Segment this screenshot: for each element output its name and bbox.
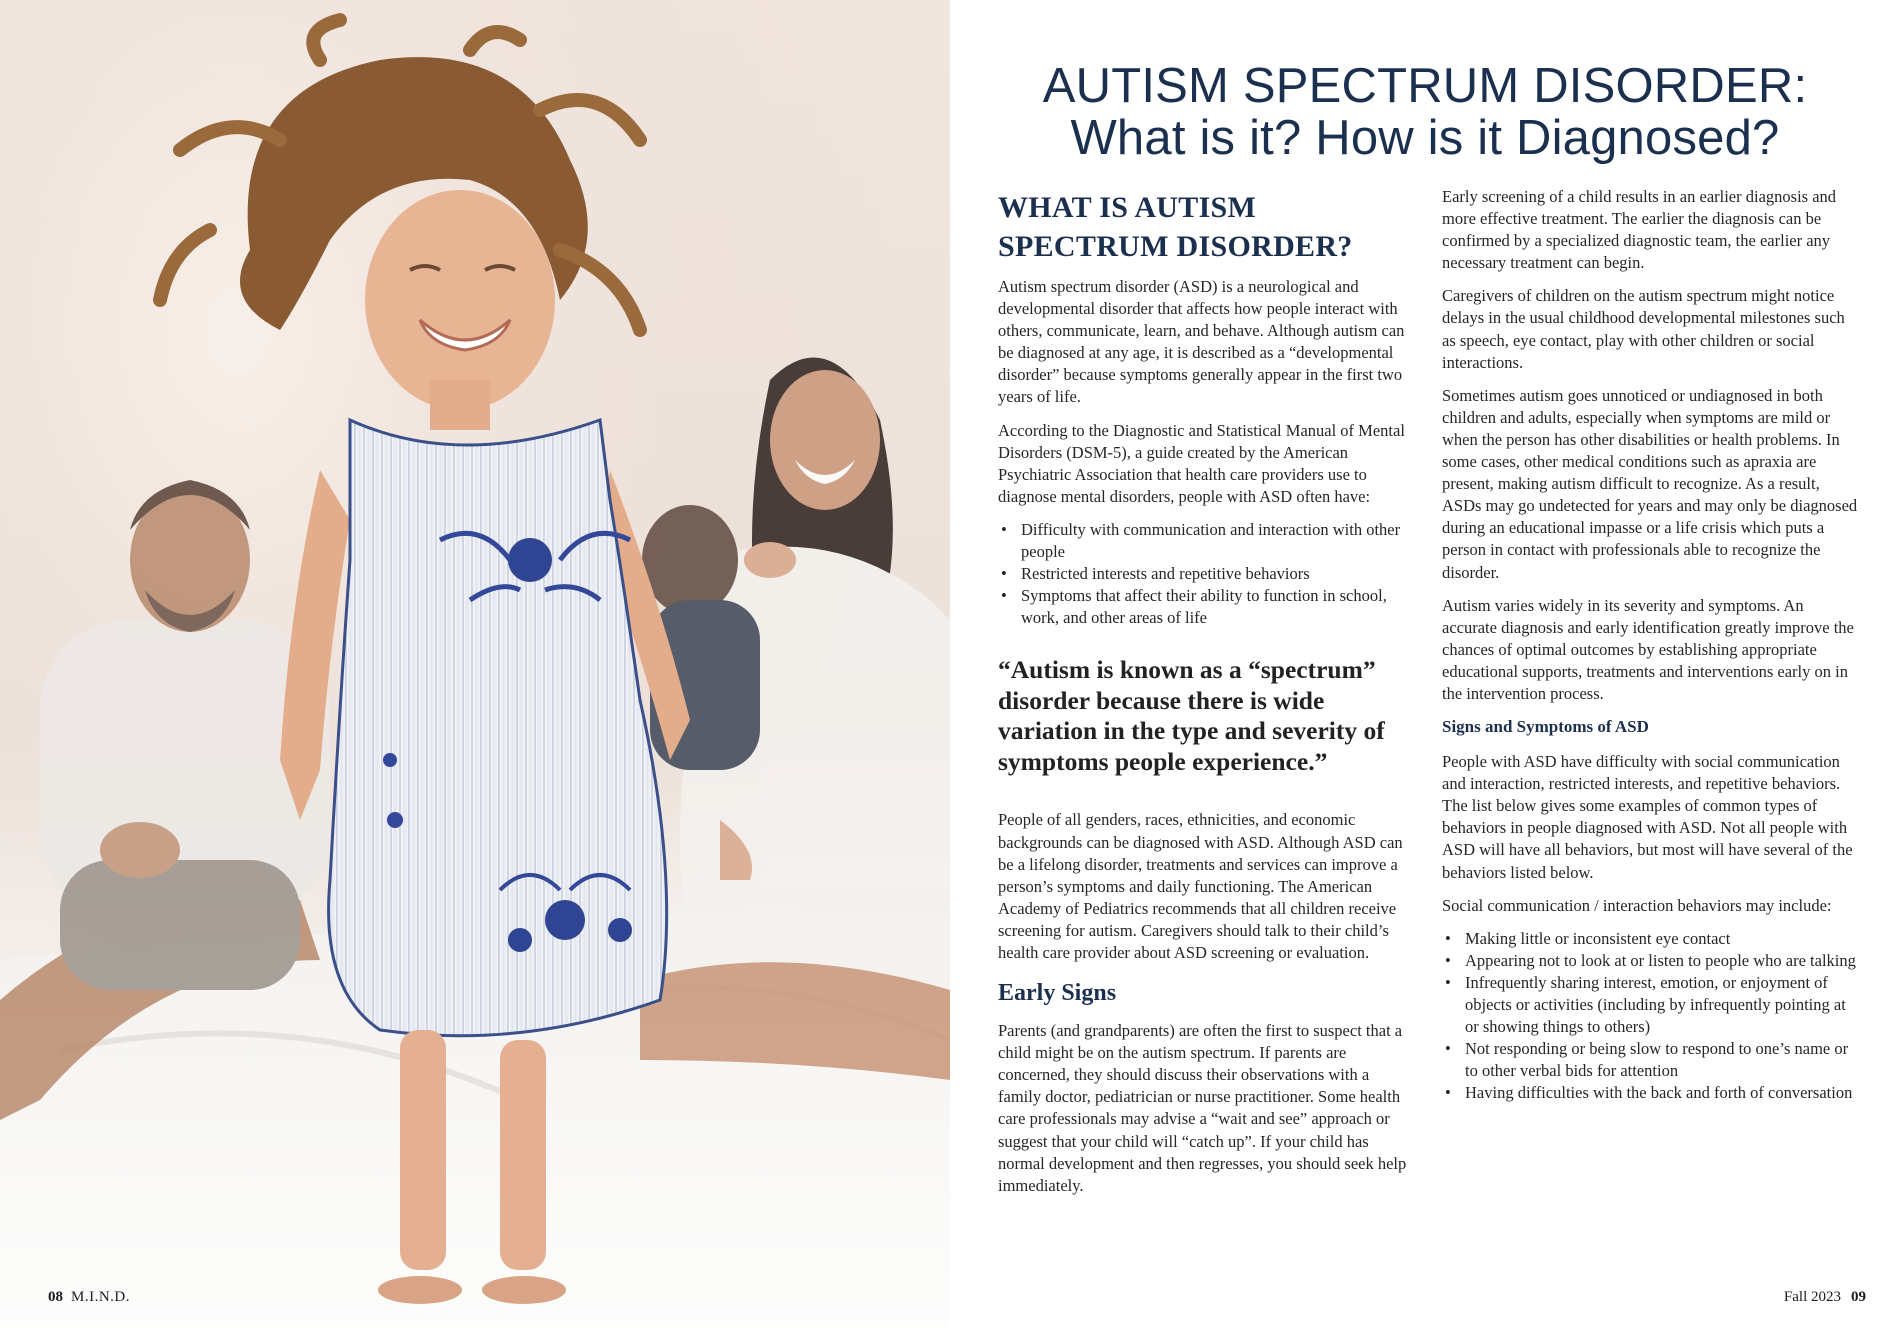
headline-line-1: AUTISM SPECTRUM DISORDER: <box>1042 59 1808 113</box>
text-column-2 <box>1442 186 1858 1115</box>
paragraph: People of all genders, races, ethnicities, and economic backgrounds can be diagnosed with ASD. Although ASD can be a lifelong disorder, treatments and services can improve a person’s symptoms and daily functioning. The American Academy of Pediatrics recommends that all children receive screening for autism. Caregivers should talk to their child’s health care provider about ASD screening or evaluation. <box>998 810 1403 962</box>
dsm-criteria-list <box>998 519 1416 629</box>
paragraph: Sometimes autism goes unnoticed or undiagnosed in both children and adults, especially when symptoms are mild or when the person has other disabilities or health problems. In some cases, other medical conditions such as apraxia are present, making autism difficult to recognize. As a result, ASDs may go undetected for years and may only be diagnosed during an educational impasse or a life crisis which puts a person in contact with professionals able to recognize the disorder. <box>1442 385 1858 582</box>
subheading-early-signs: Early Signs <box>998 980 1117 1007</box>
paragraph: Early screening of a child results in an earlier diagnosis and more effective treatment. The earlier the diagnosis can be confirmed by a specialized diagnostic team, the earlier any necessary treatment can begin. <box>1442 187 1837 273</box>
list-item: • Restricted interests and repetitive behaviors <box>1021 563 1416 585</box>
paragraph: Social communication / interaction behaviors may include: <box>1442 895 1832 915</box>
magazine-title: M.I.N.D. <box>71 1289 130 1305</box>
section-heading-what-is-asd: WHAT IS AUTISM SPECTRUM DISORDER? <box>998 191 1353 263</box>
paragraph: Autism varies widely in its severity and symptoms. An accurate diagnosis and early identification greatly improve the chances of optimal outcomes by establishing appropriate educational supports, treatments and interventions early on in the intervention process. <box>1442 595 1854 703</box>
list-item: • Having difficulties with the back and forth of conversation <box>1465 1082 1858 1104</box>
folio-left <box>48 1289 130 1306</box>
list-item: • Making little or inconsistent eye contact <box>1465 928 1858 950</box>
paragraph: According to the Diagnostic and Statistical Manual of Mental Disorders (DSM-5), a guide created by the American Psychiatric Association that health care providers use to diagnose mental disorders, people with ASD often have: <box>998 420 1405 506</box>
page-number-left: 08 <box>48 1289 63 1305</box>
list-item: • Appearing not to look at or listen to people who are talking <box>1465 950 1858 972</box>
page-number-right: 09 <box>1851 1289 1866 1305</box>
list-item: • Not responding or being slow to respond to one’s name or to other verbal bids for attention <box>1465 1038 1858 1082</box>
list-item: • Difficulty with communication and interaction with other people <box>1021 519 1416 563</box>
text-column-1 <box>998 188 1416 1208</box>
article-headline <box>1010 60 1840 164</box>
paragraph: Autism spectrum disorder (ASD) is a neurological and developmental disorder that affects how people interact with others, communicate, learn, and behave. Although autism can be diagnosed at any age, it is described as a “developmental disorder” because symptoms generally appear in the first two years of life. <box>998 277 1405 407</box>
paragraph: Caregivers of children on the autism spectrum might notice delays in the usual childhood developmental milestones such as speech, eye contact, play with other children or social interactions. <box>1442 286 1845 372</box>
issue-season: Fall 2023 <box>1783 1289 1841 1305</box>
paragraph: People with ASD have difficulty with social communication and interaction, restricted interests, and repetitive behaviors. The list below gives some examples of common types of behaviors in people diagnosed with ASD. Not all people with ASD will have all behaviors, but most will have several of the behaviors listed below. <box>1442 752 1853 882</box>
pull-quote: “Autism is known as a “spectrum” disorder because there is wide variation in the type and severity of symptoms people experience.” <box>998 655 1385 776</box>
list-item: • Symptoms that affect their ability to function in school, work, and other areas of life <box>1021 585 1416 629</box>
subheading-signs-symptoms: Signs and Symptoms of ASD <box>1442 717 1649 737</box>
paragraph: Parents (and grandparents) are often the first to suspect that a child might be on the autism spectrum. If parents are concerned, they should discuss their observations with a family doctor, pediatrician or nurse practitioner. Some health care professionals may advise a “wait and see” approach or suggest that your child will “catch up”. If your child has normal development and then regresses, you should seek help immediately. <box>998 1021 1407 1195</box>
headline-line-2: What is it? How is it Diagnosed? <box>1070 111 1780 165</box>
list-item: • Infrequently sharing interest, emotion, or enjoyment of objects or activities (including by infrequently pointing at or showing things to others) <box>1465 972 1858 1038</box>
behaviors-list <box>1442 928 1858 1105</box>
folio-right <box>1784 1289 1866 1306</box>
article-page <box>950 0 1900 1328</box>
